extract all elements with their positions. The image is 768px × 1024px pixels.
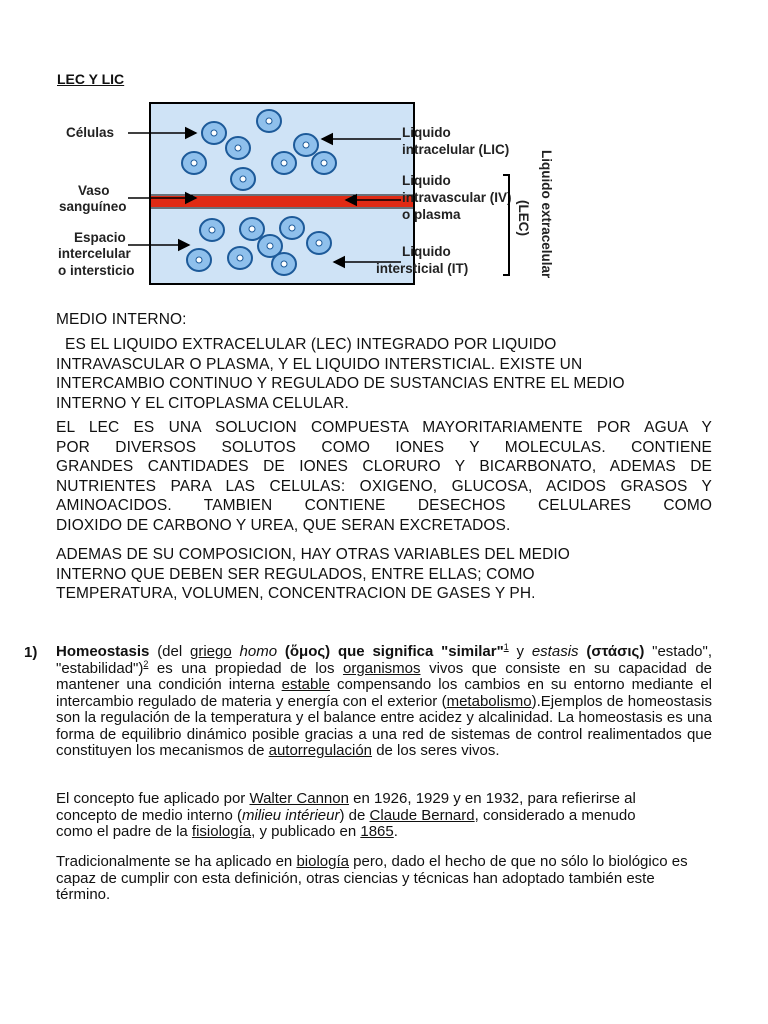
cell-nucleus [240,176,246,182]
text: compensando los cambios en su entorno mediante el intercambio regulado de materia y energía con el exterior ( [56,676,713,710]
lec-lic-diagram [56,100,566,295]
text: que significa "similar" [337,643,504,660]
greek-stasis: (στάσις) [586,643,645,660]
text: ).Ejemplos de homeostasis son la regulación de la temperatura y el balance entre acidez y alcalinidad. La homeostasis es una forma de equilibrio dinámico posible gracias a una red de sistemas de control realimentados que constituyen los mecanismos de [56,692,712,759]
tradicion-paragraph [56,854,706,904]
text-line: ADEMAS DE SU COMPOSICION, HAY OTRAS VARIABLES DEL MEDIO [56,546,570,563]
cell-nucleus [289,225,295,231]
text: , y publicado en [251,823,357,840]
text: ) de [339,806,366,824]
text-line: GRANDES CANTIDADES DE IONES CLORURO Y BICARBONATO, ADEMAS DE [56,458,712,475]
ref-1[interactable]: 1 [503,642,509,652]
cell-nucleus [209,227,215,233]
page-heading: LEC Y LIC [57,71,125,87]
label-cells: Células [66,125,115,140]
cell-nucleus [267,243,273,249]
text-line: INTERNO Y EL CITOPLASMA CELULAR. [56,394,349,412]
medio-paragraph-3 [56,545,706,604]
word-estasis: estasis [531,643,579,660]
label-space-3: o intersticio [58,263,135,278]
link-autorregulacion[interactable]: autorregulación [268,742,373,759]
medio-paragraph-1 [56,335,706,413]
label-space-1: Espacio [74,230,126,245]
link-organismos[interactable]: organismos [342,659,421,677]
lec-vertical-label: Liquido extracelular [539,150,554,279]
cell-nucleus [235,145,241,151]
cell-nucleus [249,226,255,232]
text-line: POR DIVERSOS SOLUTOS COMO IONES Y MOLECULAS. CONTIENE [56,438,712,456]
text: pero, dado el hecho de que no sólo lo biológico es capaz de cumplir con esta definición, otras ciencias y técnicas han adoptado también este término. [56,853,688,903]
text-line: AMINOACIDOS. TAMBIEN CONTIENE DESECHOS CELULARES COMO [56,497,712,514]
lec-bracket-label: (LEC) [516,200,531,236]
cell-nucleus [316,240,322,246]
text: en 1926, 1929 y en 1932, para refierirse al concepto de medio interno ( [56,790,636,824]
text: , considerado a menudo como el padre de la [56,806,636,840]
text: de los seres vivos. [376,742,500,759]
link-walter-cannon[interactable]: Walter Cannon [249,790,349,807]
text: (del [157,643,183,660]
homeostasis-paragraph [56,644,712,760]
greek-homos: (ὅμος) [284,643,331,660]
text-line: DIOXIDO DE CARBONO Y UREA, QUE SERAN EXCRETADOS. [56,516,511,534]
text: es una propiedad de los [156,659,335,677]
text-line: NUTRIENTES PARA LAS CELULAS: OXIGENO, GLUCOSA, ACIDOS GRASOS Y [56,477,712,495]
cell-nucleus [281,160,287,166]
link-fisiologia[interactable]: fisiología [191,823,252,840]
term-milieu: milieu intérieur [241,806,340,824]
text: . [393,823,398,840]
text: "estado", "estabilidad") [56,643,712,677]
label-vessel-2: sanguíneo [59,199,127,214]
label-it-1: Liquido [402,244,451,259]
cell-nucleus [237,255,243,261]
cell-nucleus [191,160,197,166]
text: El concepto fue aplicado por [56,790,246,807]
label-iv-3: o plasma [402,207,461,222]
link-biologia[interactable]: biología [296,853,349,870]
text: y [516,643,525,660]
text-line: INTERNO QUE DEBEN SER REGULADOS, ENTRE ELLAS; COMO [56,565,535,583]
link-estable[interactable]: estable [281,676,330,693]
medio-title: MEDIO INTERNO: [56,311,187,328]
link-metabolismo[interactable]: metabolismo [446,692,532,710]
label-lic-1: Liquido [402,125,451,140]
text-line: INTRAVASCULAR O PLASMA, Y EL LIQUIDO INTERSTICIAL. EXISTE UN [56,355,583,373]
cell-nucleus [321,160,327,166]
text-line: INTERCAMBIO CONTINUO Y REGULADO DE SUSTANCIAS ENTRE EL MEDIO [56,375,625,392]
word-homo: homo [239,643,278,660]
cell-nucleus [303,142,309,148]
cell-nucleus [266,118,272,124]
text-line: EL LEC ES UNA SOLUCION COMPUESTA MAYORITARIAMENTE POR AGUA Y [56,419,712,436]
label-iv-1: Liquido [402,173,451,188]
term-homeostasis: Homeostasis [56,643,150,660]
text: vivos que consiste en su capacidad de mantener una condición interna [56,659,713,693]
cell-nucleus [211,130,217,136]
list-number: 1) [24,644,38,661]
link-1865[interactable]: 1865 [360,823,394,840]
label-it-2: intersticial (IT) [376,261,469,276]
text-line: ES EL LIQUIDO EXTRACELULAR (LEC) INTEGRADO POR LIQUIDO [65,336,557,353]
text-line: TEMPERATURA, VOLUMEN, CONCENTRACION DE GASES Y PH. [56,585,536,602]
link-griego[interactable]: griego [190,643,232,660]
medio-paragraph-2 [56,418,712,535]
ref-2[interactable]: 2 [143,658,149,669]
text: Tradicionalmente se ha aplicado en [56,853,293,870]
cell-nucleus [281,261,287,267]
link-claude-bernard[interactable]: Claude Bernard [369,806,475,824]
cell-nucleus [196,257,202,263]
label-iv-2: intravascular (IV) [402,190,512,205]
label-lic-2: intracelular (LIC) [402,142,510,157]
label-space-2: intercelular [58,246,131,261]
label-vessel-1: Vaso [78,183,110,198]
cannon-paragraph [56,791,656,841]
